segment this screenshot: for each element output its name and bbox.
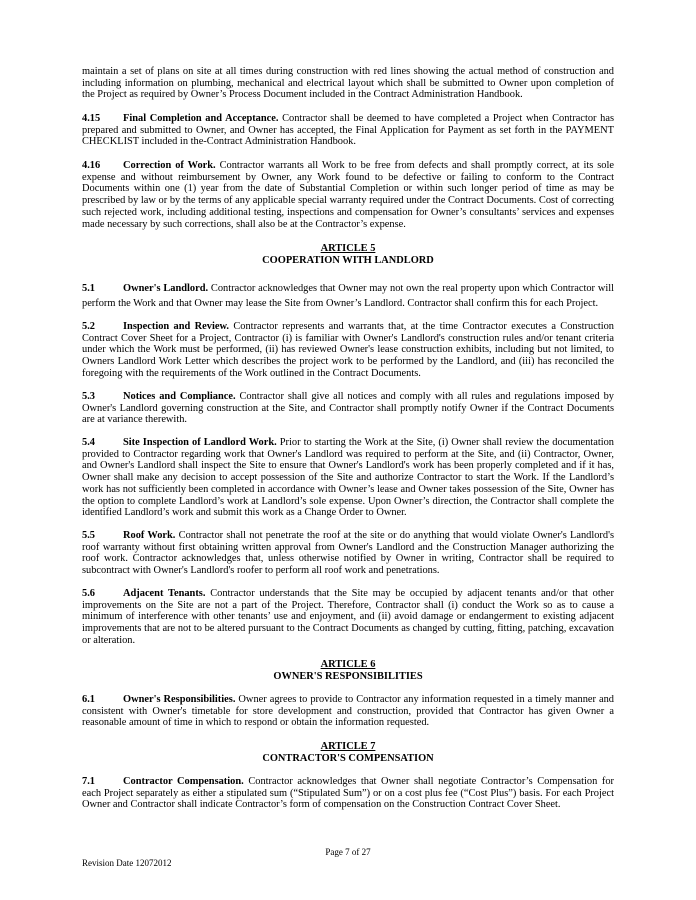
- article-title: COOPERATION WITH LANDLORD: [262, 254, 434, 266]
- section-5-4: [82, 437, 614, 519]
- section-text: Contractor represents and warrants that, at the time Contractor executes a Construction Contract Cover Sheet for a Project, Contractor (i) is familiar with Owner's Landlord's construction rules and/or tenant criteria under which the Work must be performed, (ii) has reviewed Owner's lease construction exhibits, including but not limited, to Owners Landlord Work Letter which describes the project work to be performed by the Landlord, and (iii) has reconciled the foregoing with the requirements of the Work outlined in the Contract Documents.: [82, 321, 614, 379]
- section-text: Owner agrees to provide to Contractor any information requested in a timely manner and consistent with Owner's timetable for store development and construction, provided that Contractor has given Owner a reasonable amount of time in which to respond or obtain the information requested.: [82, 694, 615, 729]
- section-number: 5.4: [82, 437, 95, 448]
- section-title: Notices and Compliance.: [123, 391, 236, 402]
- section-title: Correction of Work.: [123, 160, 216, 171]
- section-number: 5.1: [82, 283, 95, 294]
- section-number: 5.5: [82, 530, 95, 541]
- revision-date: Revision Date 12072012: [82, 858, 172, 868]
- article-number: ARTICLE 5: [320, 243, 376, 254]
- section-6-1: [82, 694, 614, 729]
- section-text: Contractor shall be deemed to have completed a Project when Contractor has prepared and submitted to Owner, and Owner has accepted, the Final Application for Payment as set forth in the PAYMENT CHECKLIST included in the-Contract Administration Handbook.: [82, 113, 614, 148]
- section-5-6: [82, 588, 614, 647]
- section-text: Contractor shall not penetrate the roof at the site or do anything that would violate Owner's Landlord's roof warranty without first obtaining written approval from Owner's Landlord and the Construction Manager authorizing the roof work. Contractor acknowledges that, unless otherwise notified by Owner in writing, Contractor shall be required to subcontract with Owner's Landlord's roofer to perform all roof work and penetrations.: [82, 530, 615, 577]
- section-title: Owner's Landlord.: [123, 283, 209, 294]
- page-number: Page 7 of 27: [325, 847, 371, 857]
- section-4-16: [82, 160, 614, 230]
- section-title: Site Inspection of Landlord Work.: [123, 437, 277, 448]
- section-title: Adjacent Tenants.: [123, 588, 206, 599]
- section-text: Contractor shall give all notices and comply with all rules and regulations imposed by Owner's Landlord governing construction at the Site, and Contractor shall promptly notify Owner if the Contract Documents are at variance therewith.: [82, 391, 614, 426]
- intro-paragraph: maintain a set of plans on site at all times during construction with red lines showing the actual method of construction and including information on plumbing, mechanical and electrical layout which shall be submitted to Owner upon completion of the Project as required by Owner’s Process Document included in the Contract Administration Handbook.: [82, 66, 614, 101]
- section-title: Owner's Responsibilities.: [123, 694, 236, 705]
- section-5-3: [82, 391, 614, 426]
- article-5-heading: [82, 243, 614, 266]
- section-title: Roof Work.: [123, 530, 176, 541]
- section-text: Contractor acknowledges that Owner may not own the real property upon which Contractor will perform the Work and that Owner may lease the Site from Owner’s Landlord. Contractor shall confirm this for each Project.: [82, 283, 614, 309]
- section-number: 5.6: [82, 588, 95, 599]
- article-title: CONTRACTOR'S COMPENSATION: [262, 752, 434, 764]
- section-title: Final Completion and Acceptance.: [123, 113, 279, 124]
- section-number: 4.16: [82, 160, 101, 171]
- section-number: 6.1: [82, 694, 95, 705]
- section-number: 7.1: [82, 776, 95, 787]
- section-title: Contractor Compensation.: [123, 776, 244, 787]
- section-5-5: [82, 530, 614, 577]
- section-title: Inspection and Review.: [123, 321, 229, 332]
- section-7-1: [82, 776, 614, 811]
- article-number: ARTICLE 6: [320, 659, 376, 670]
- section-number: 5.3: [82, 391, 95, 402]
- section-text: Contractor understands that the Site may be occupied by adjacent tenants and/or that other improvements on the Site are not a part of the Project. Therefore, Contractor shall (i) conduct the Work so as to cause a minimum of interference with other tenants’ use and enjoyment, and (ii) avoid damage or endangerment to existing adjacent improvements that are not to be altered pursuant to the Contract Documents as changed by cutting, fitting, patching, excavation or alteration.: [82, 588, 614, 646]
- section-4-15: [82, 113, 614, 148]
- article-7-heading: [82, 741, 614, 764]
- section-text: Contractor warrants all Work to be free from defects and shall promptly correct, at its sole expense and without reimbursement by Owner, any Work found to be defective or failing to conform to the Contract Documents within one (1) year from the date of Substantial Completion or within such longer period of time as may be prescribed by law or by the terms of any applicable special warranty required under the Contract Documents. Cost of correcting such rejected work, including additional testing, inspections and compensation for Owner’s consultants’ services and expenses made necessary by such corrections, shall also be at the Contractor’s expense.: [82, 160, 614, 230]
- section-5-1: [82, 282, 614, 311]
- section-number: 4.15: [82, 113, 101, 124]
- section-text: Contractor acknowledges that Owner shall negotiate Contractor’s Compensation for each Project separately as either a stipulated sum (“Stipulated Sum”) or on a cost plus fee (“Cost Plus”) basis. For each Project Owner and Contractor shall indicate Contractor’s form of compensation on the Construction Contract Cover Sheet.: [82, 776, 614, 811]
- article-title: OWNER'S RESPONSIBILITIES: [273, 670, 423, 682]
- article-6-heading: [82, 659, 614, 682]
- section-5-2: [82, 321, 614, 380]
- section-number: 5.2: [82, 321, 95, 332]
- section-text: Prior to starting the Work at the Site, (i) Owner shall review the documentation provided to Contractor regarding work that Owner's Landlord was required to perform at the Site, and (ii) Contractor, Owner, and Owner's Landlord shall inspect the Site to ensure that Owner's Landlord's work has been properly completed and if it has, Owner shall make any decision to accept possession of the Site and authorize Contractor to start the Work. If the Landlord’s work has not sufficiently been completed in accordance with Owner’s lease and Owner takes possession of the Site, Owner has the option to complete Landlord’s work at Landlord’s sole expense. Upon Owner’s direction, the Contractor shall complete the identified Landlord’s work and submit this work as a Change Order to Owner.: [82, 437, 614, 519]
- article-number: ARTICLE 7: [320, 741, 376, 752]
